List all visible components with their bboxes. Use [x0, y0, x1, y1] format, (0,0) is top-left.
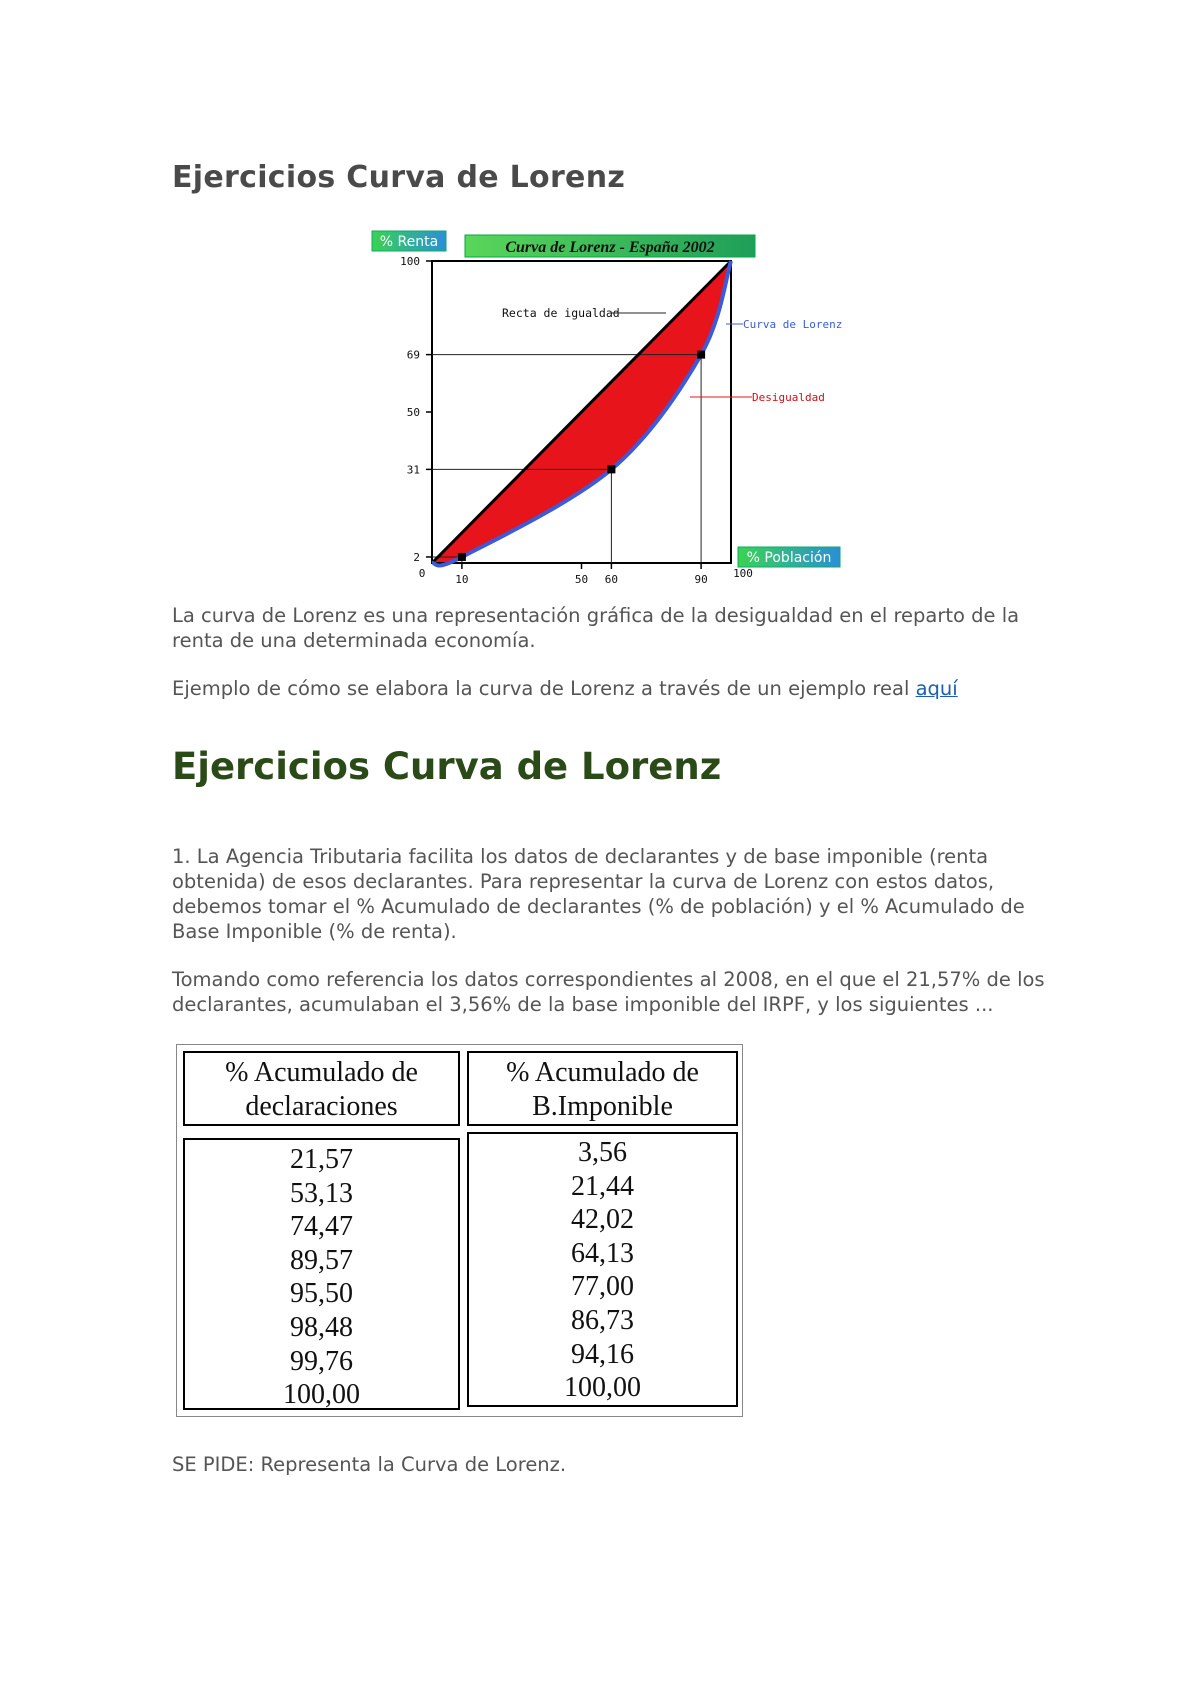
page-title: Ejercicios Curva de Lorenz: [172, 160, 626, 195]
y-tick-label: 100: [400, 255, 420, 268]
example-text: Ejemplo de cómo se elabora la curva de Lorenz a través de un ejemplo real: [172, 677, 916, 700]
header-line: % Acumulado de: [225, 1057, 418, 1088]
task-paragraph: SE PIDE: Representa la Curva de Lorenz.: [172, 1453, 567, 1476]
table-cell: 94,16: [571, 1338, 634, 1370]
table-cell: 21,57: [290, 1144, 353, 1175]
intro-paragraph: La curva de Lorenz es una representación gráfica de la desigualdad en el reparto de la renta de una determinada economía.: [172, 604, 1020, 652]
inequality-annotation: Desigualdad: [752, 391, 825, 404]
table-header-base-imponible: [467, 1051, 738, 1126]
x-tick-label: 50: [574, 573, 589, 586]
table-cell: 42,02: [571, 1204, 634, 1236]
table-cell: 3,56: [578, 1137, 627, 1168]
header-line: % Acumulado de: [506, 1057, 699, 1088]
table-cell: 89,57: [290, 1244, 353, 1276]
x-axis-label: % Población: [746, 550, 832, 566]
table-cell: 100,00: [283, 1379, 360, 1411]
table-cell: 86,73: [571, 1304, 634, 1336]
x-tick-label: 10: [455, 573, 469, 586]
data-table: [176, 1044, 743, 1417]
data-point-marker: [697, 351, 705, 359]
data-point-marker: [607, 465, 615, 473]
table-cell: 74,47: [290, 1211, 353, 1243]
table-cell: 98,48: [290, 1311, 353, 1343]
lorenz-chart: [360, 225, 845, 590]
section-title: Ejercicios Curva de Lorenz: [172, 745, 722, 788]
table-cell: 21,44: [571, 1170, 634, 1202]
table-cell: 77,00: [571, 1271, 634, 1303]
table-cell: 64,13: [571, 1237, 634, 1269]
x-tick-label: 100: [733, 567, 753, 580]
table-column-declaraciones: [183, 1138, 460, 1410]
table-cell: 99,76: [290, 1345, 353, 1377]
table-column-base-imponible: [467, 1132, 738, 1407]
aqui-link[interactable]: aquí: [915, 677, 958, 700]
chart-title: Curva de Lorenz - España 2002: [505, 239, 715, 256]
y-tick-label: 31: [406, 463, 420, 477]
x-tick-label: 90: [694, 573, 708, 586]
x-tick-label: 0: [418, 567, 426, 580]
y-tick-label: 50: [406, 406, 420, 419]
table-cell: 95,50: [290, 1278, 353, 1310]
header-line: B.Imponible: [532, 1091, 673, 1122]
header-line: declaraciones: [245, 1091, 398, 1122]
equality-annotation: Recta de igualdad: [502, 306, 620, 320]
y-axis-label: % Renta: [379, 234, 439, 250]
data-point-marker: [458, 553, 466, 561]
y-tick-label: 2: [413, 550, 420, 564]
table-cell: 100,00: [564, 1372, 641, 1404]
reference-paragraph: Tomando como referencia los datos correspondientes al 2008, en el que el 21,57% de los declarantes, acumulaban el 3,56% de la base imponible del IRPF, y los siguientes ...: [172, 968, 1045, 1016]
y-tick-label: 69: [406, 348, 420, 362]
table-header-declaraciones: [183, 1051, 460, 1126]
x-tick-label: 60: [604, 573, 619, 586]
example-paragraph: [172, 676, 1052, 701]
lorenz-chart-svg: [360, 225, 845, 590]
exercise-paragraph: 1. La Agencia Tributaria facilita los datos de declarantes y de base imponible (renta obtenida) de esos declarantes. Para representar la curva de Lorenz con estos datos, debemos tomar el % Acumulado de declarantes (% de población) y el % Acumulado de Base Imponible (% de renta).: [172, 845, 1025, 943]
lorenz-annotation: Curva de Lorenz: [743, 318, 843, 331]
table-cell: 53,13: [290, 1177, 353, 1209]
